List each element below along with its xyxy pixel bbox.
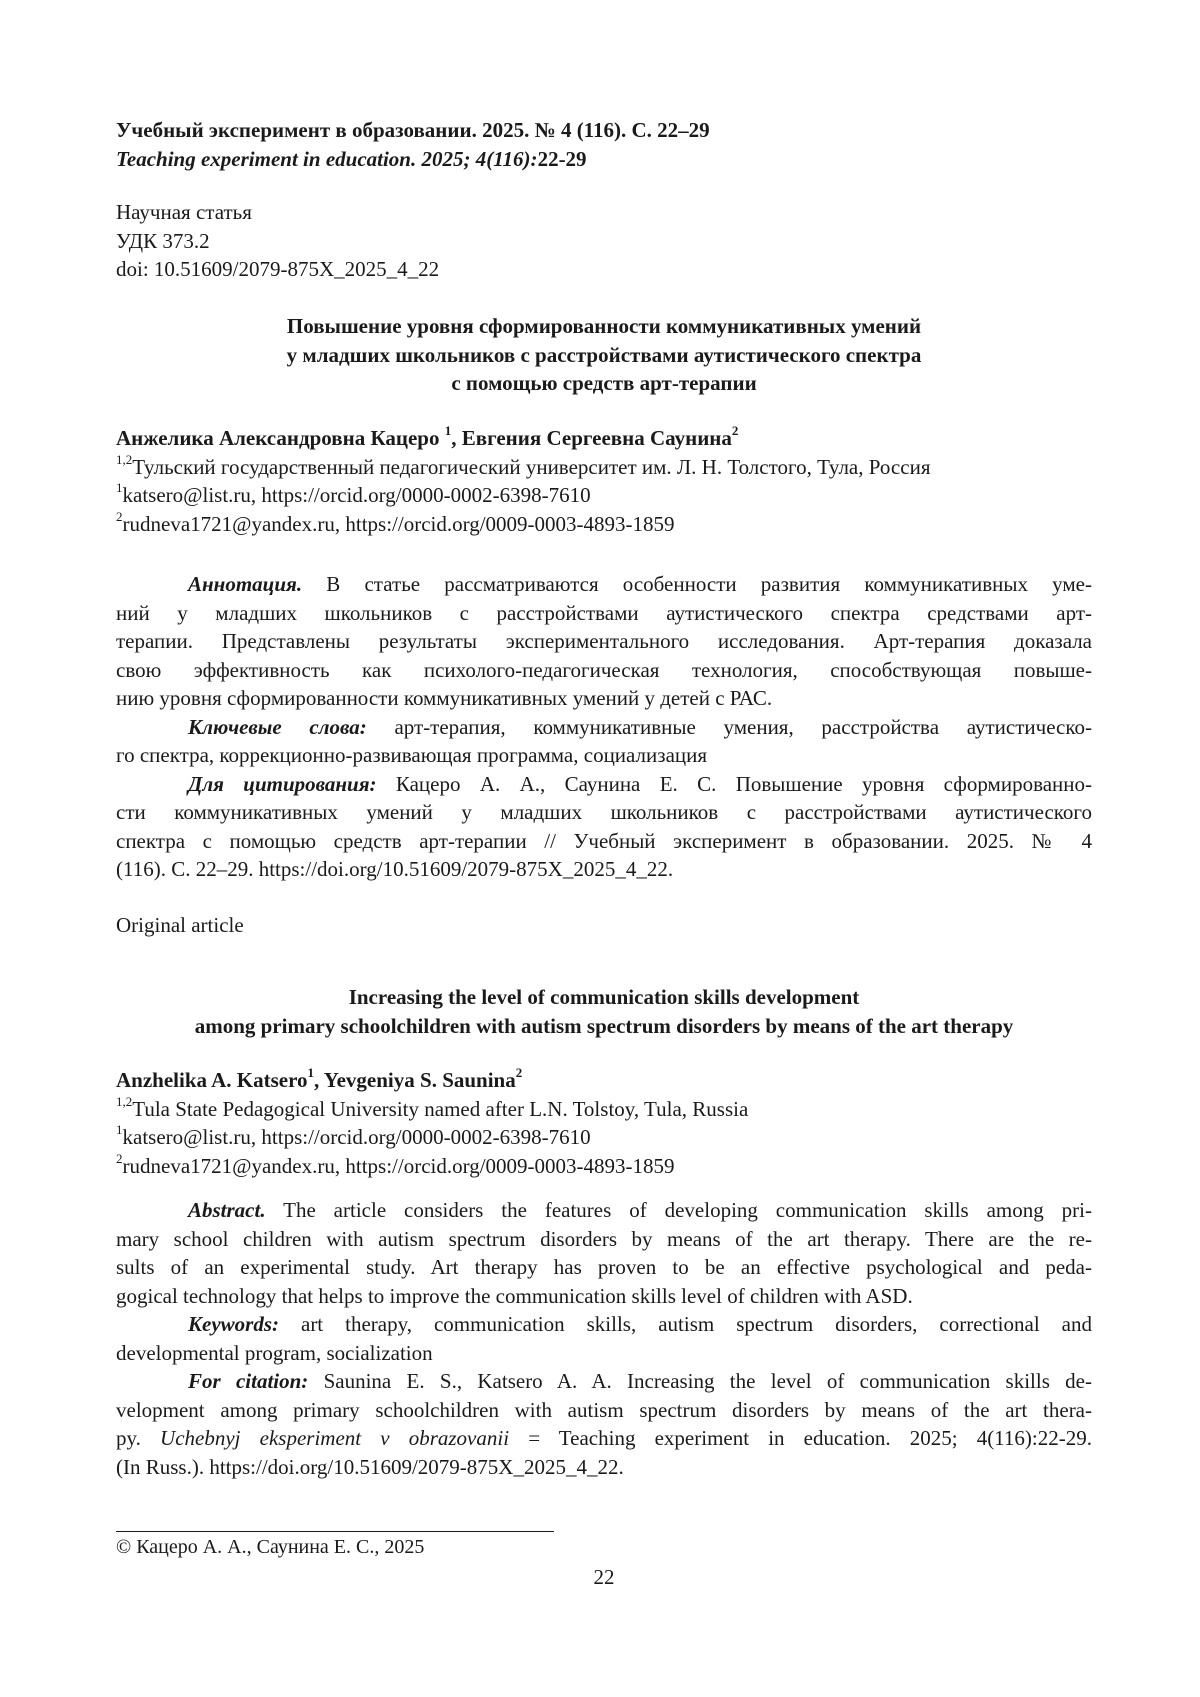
journal-citation-ru: Учебный эксперимент в образовании. 2025. № 4 (116). С. 22–29	[116, 118, 710, 142]
email2-en-sup: 2	[116, 1150, 123, 1166]
author1-en-sup: 1	[307, 1065, 315, 1080]
author1-ru: Анжелика Александровна Кацеро	[116, 426, 440, 450]
email1-ru-text: katsero@list.ru, https://orcid.org/0000-0002-6398-7610	[122, 483, 591, 507]
abstract-ru-line: терапии. Представлены результаты экспериментального исследования. Арт-терапия доказала	[116, 629, 1092, 653]
authors-ru	[116, 424, 1092, 538]
author2-ru: , Евгения Сергеевна Саунина	[451, 426, 732, 450]
keywords-en-label: Keywords:	[188, 1312, 279, 1336]
citation-ru-line: сти коммуникативных умений у младших школьников с расстройствами аутистического	[116, 800, 1092, 824]
citation-en-journal-translit: Uchebnyj eksperiment v obrazovanii	[160, 1426, 510, 1450]
citation-en-line: (In Russ.). https://doi.org/10.51609/2079-875X_2025_4_22.	[116, 1454, 624, 1479]
title-ru-line: с помощью средств арт-терапии	[451, 371, 757, 395]
citation-en-text: Saunina E. S., Katsero A. A. Increasing the level of communication skills de-	[308, 1369, 1093, 1393]
citation-ru-line: (116). С. 22–29. https://doi.org/10.51609/2079-875X_2025_4_22.	[116, 857, 674, 881]
abstract-en-line: gogical technology that helps to improve the communication skills level of children with ASD.	[116, 1283, 913, 1308]
title-en-line: among primary schoolchildren with autism spectrum disorders by means of the art therapy	[194, 1013, 1014, 1038]
abstract-en-line	[116, 1196, 1092, 1225]
affiliation-en	[116, 1095, 1092, 1124]
abstract-ru-text: В статье рассматриваются особенности развития коммуникативных уме-	[302, 572, 1092, 596]
citation-ru-line: спектра с помощью средств арт-терапии // Учебный эксперимент в образовании. 2025. № 4	[116, 828, 1092, 853]
email1-en-text: katsero@list.ru, https://orcid.org/0000-0002-6398-7610	[122, 1125, 591, 1149]
udc-code: УДК 373.2	[116, 228, 210, 253]
title-ru-line: у младших школьников с расстройствами аутистического спектра	[286, 342, 922, 367]
page-number-block	[116, 1563, 1092, 1592]
citation-en-label: For citation:	[188, 1369, 309, 1393]
email1-en	[116, 1123, 1092, 1152]
abstract-en-line: sults of an experimental study. Art therapy has proven to be an effective psychological and peda-	[116, 1255, 1092, 1279]
citation-en-line: velopment among primary schoolchildren with autism spectrum disorders by means of the art thera-	[116, 1397, 1092, 1422]
keywords-en-text: art therapy, communication skills, autism spectrum disorders, correctional and	[279, 1312, 1092, 1336]
abstract-ru-line: ний у младших школьников с расстройствами аутистического спектра средствами арт-	[116, 600, 1092, 625]
keywords-en-line: developmental program, socialization	[116, 1340, 433, 1365]
doi-line: doi: 10.51609/2079-875X_2025_4_22	[116, 257, 440, 281]
affiliation-ru-sup: 1,2	[116, 451, 133, 467]
footnote-divider	[116, 1531, 554, 1532]
email2-ru-sup: 2	[116, 508, 123, 524]
email1-ru-sup: 1	[116, 480, 123, 495]
abstract-ru-label: Аннотация.	[188, 572, 303, 596]
abstract-en-label: Abstract.	[188, 1198, 266, 1222]
copyright-line: © Кацеро А. А., Саунина Е. С., 2025	[116, 1536, 425, 1558]
article-type-en-block	[116, 911, 1092, 940]
email2-ru-text: rudneva1721@yandex.ru, https://orcid.org/0009-0003-4893-1859	[122, 511, 675, 536]
article-type-ru: Научная статья	[116, 200, 252, 224]
author1-ru-sup: 1	[444, 423, 452, 438]
email2-en-text: rudneva1721@yandex.ru, https://orcid.org/0009-0003-4893-1859	[122, 1153, 675, 1178]
citation-en-line	[116, 1424, 1092, 1453]
authors-en	[116, 1066, 1092, 1180]
keywords-en-line	[116, 1310, 1092, 1339]
affiliation-ru	[116, 453, 1092, 482]
keywords-ru-line	[116, 713, 1092, 742]
citation-en-text: py.	[116, 1426, 161, 1450]
citation-en-line	[116, 1367, 1092, 1396]
abstract-ru-line: свою эффективность как психолого-педагогическая технология, способствующая повыше-	[116, 657, 1092, 682]
email2-en	[116, 1152, 1092, 1181]
footnote	[116, 1533, 1092, 1562]
title-en-line: Increasing the level of communication skills development	[348, 985, 860, 1009]
journal-header	[116, 116, 1092, 173]
author1-en: Anzhelika A. Katsero	[116, 1068, 308, 1092]
author-names-en	[116, 1066, 1092, 1095]
article-meta	[116, 198, 1092, 284]
journal-citation-en-pages: 22-29	[537, 146, 587, 171]
abstract-en-line: mary school children with autism spectrum disorders by means of the art therapy. There are the re-	[116, 1226, 1092, 1251]
author-names-ru	[116, 424, 1092, 453]
title-en	[116, 983, 1092, 1040]
abstract-ru-line: нию уровня сформированности коммуникативных умений у детей с РАС.	[116, 686, 773, 710]
author2-en: , Yevgeniya S. Saunina	[314, 1068, 516, 1092]
author2-ru-sup: 2	[731, 423, 739, 438]
citation-ru-label: Для цитирования:	[188, 771, 377, 796]
keywords-ru-line: го спектра, коррекционно-развивающая программа, социализация	[116, 743, 708, 767]
journal-citation-en-text: Teaching experiment in education. 2025; 4(116):	[116, 146, 538, 171]
affiliation-en-text: Tula State Pedagogical University named after L.N. Tolstoy, Tula, Russia	[132, 1096, 749, 1121]
email2-ru	[116, 510, 1092, 539]
email1-en-sup: 1	[116, 1122, 123, 1137]
article-type-en: Original article	[116, 913, 244, 937]
citation-ru-text: Кацеро А. А., Саунина Е. С. Повышение уровня сформированно-	[376, 771, 1093, 796]
citation-ru-line	[116, 770, 1092, 799]
abstract-ru	[116, 570, 1092, 884]
title-ru-line: Повышение уровня сформированности коммуникативных умений	[286, 314, 922, 338]
affiliation-en-sup: 1,2	[116, 1093, 133, 1109]
email1-ru	[116, 481, 1092, 510]
title-ru	[116, 312, 1092, 398]
abstract-en-text: The article considers the features of developing communication skills among pri-	[265, 1198, 1092, 1222]
citation-en-text: = Teaching experiment in education. 2025; 4(116):22-29.	[509, 1426, 1092, 1450]
abstract-en	[116, 1196, 1092, 1481]
keywords-ru-text: арт-терапия, коммуникативные умения, расстройства аутистическо-	[366, 714, 1092, 739]
keywords-ru-label: Ключевые слова:	[188, 714, 367, 739]
journal-citation-en	[116, 145, 1092, 174]
abstract-ru-line	[116, 570, 1092, 599]
author2-en-sup: 2	[515, 1065, 523, 1080]
affiliation-ru-text: Тульский государственный педагогический университет им. Л. Н. Толстого, Тула, Россия	[132, 454, 931, 479]
page-number: 22	[593, 1565, 615, 1589]
